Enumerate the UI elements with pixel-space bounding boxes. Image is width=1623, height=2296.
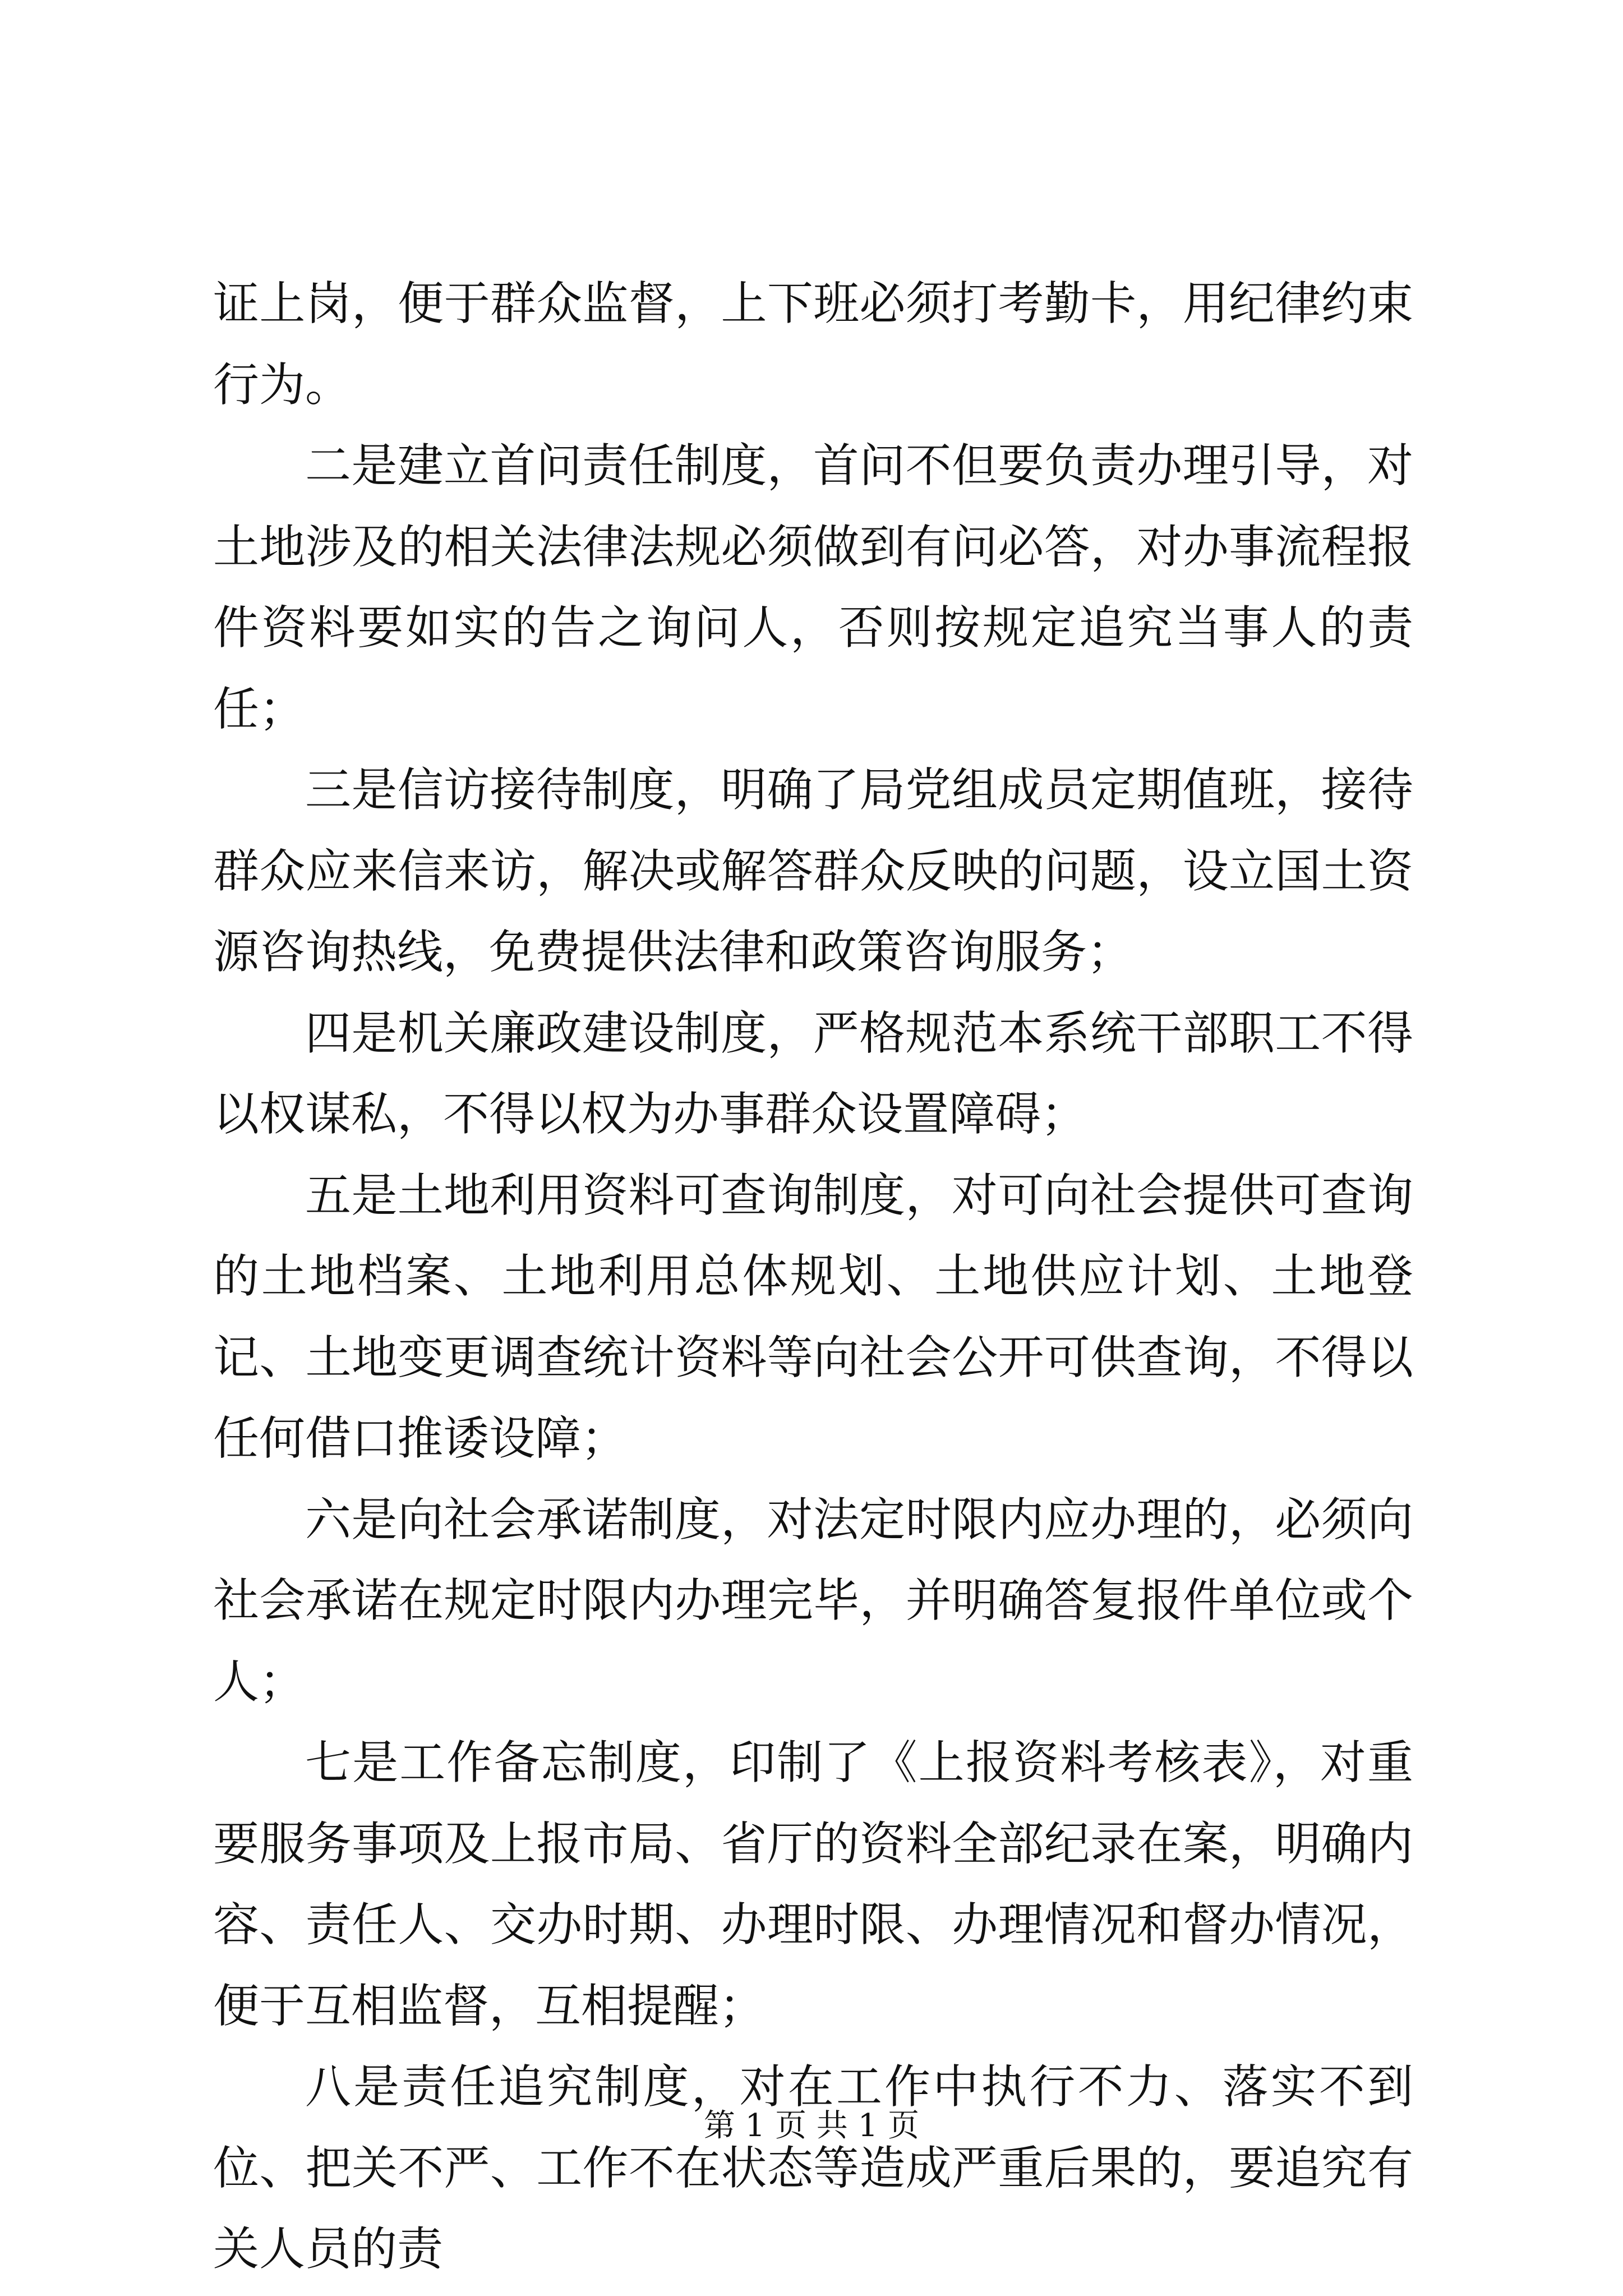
paragraph-public-commitment: 六是向社会承诺制度，对法定时限内应办理的，必须向社会承诺在规定时限内办理完毕，并明确答复报件单位或个人；: [213, 1493, 1413, 1709]
document-body: [213, 264, 1413, 2290]
paragraph-accountability: 八是责任追究制度，对在工作中执行不力、落实不到位、把关不严、工作不在状态等造成严重后果的，要追究有关人员的责: [213, 2060, 1413, 2276]
page-number-footer: 第 1 页 共 1 页: [703, 2108, 920, 2144]
paragraph-petition-reception: 三是信访接待制度，明确了局党组成员定期值班，接待群众应来信来访，解决或解答群众反映的问题，设立国土资源咨询热线，免费提供法律和政策咨询服务；: [213, 763, 1413, 979]
paragraph-integrity: 四是机关廉政建设制度，严格规范本系统干部职工不得以权谋私，不得以权为办事群众设置障碍；: [213, 1006, 1413, 1141]
paragraph-work-memo: 七是工作备忘制度，印制了《上报资料考核表》，对重要服务事项及上报市局、省厅的资料全部纪录在案，明确内容、责任人、交办时期、办理时限、办理情况和督办情况，便于互相监督，互相提醒；: [213, 1736, 1413, 2033]
paragraph-first-inquiry: 二是建立首问责任制度，首问不但要负责办理引导，对土地涉及的相关法律法规必须做到有问必答，对办事流程报件资料要如实的告之询问人，否则按规定追究当事人的责任；: [213, 439, 1413, 736]
paragraph-continuation: 证上岗，便于群众监督，上下班必须打考勤卡，用纪律约束行为。: [213, 277, 1413, 412]
paragraph-land-data-query: 五是土地利用资料可查询制度，对可向社会提供可查询的土地档案、土地利用总体规划、土地供应计划、土地登记、土地变更调查统计资料等向社会公开可供查询，不得以任何借口推诿设障；: [213, 1168, 1413, 1465]
